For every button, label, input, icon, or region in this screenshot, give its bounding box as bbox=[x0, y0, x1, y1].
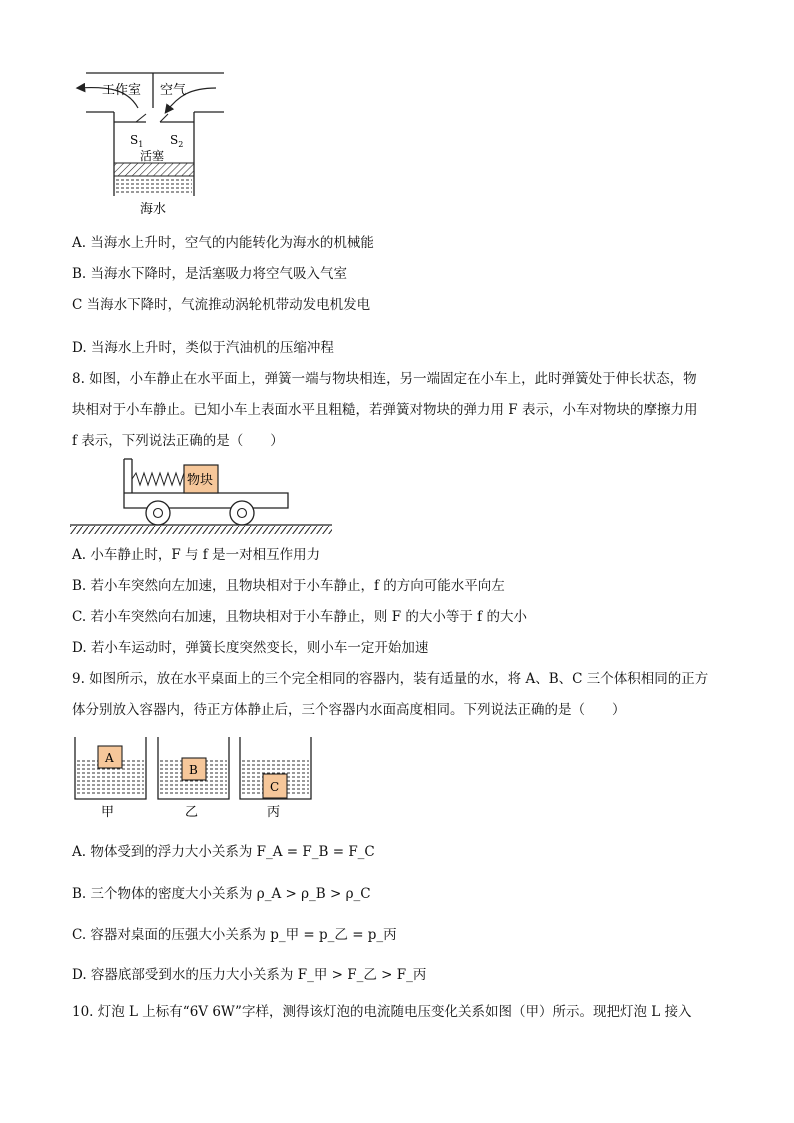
q8-stem-line2: 块相对于小车静止。已知小车上表面水平且粗糙，若弹簧对物块的弹力用 F 表示，小车对物块的摩擦力用 bbox=[72, 402, 698, 418]
air-chamber-diagram bbox=[70, 68, 230, 218]
sea-water-label: 海水 bbox=[140, 202, 167, 217]
container-bing bbox=[240, 737, 311, 820]
cube-c-label: C bbox=[270, 780, 280, 794]
q9-option-d: D. 容器底部受到水的压力大小关系为 F_甲 > F_乙 > F_丙 bbox=[72, 967, 427, 983]
cube-b-label: B bbox=[189, 763, 198, 777]
cube-a-label: A bbox=[105, 751, 114, 765]
q7-option-b: B. 当海水下降时，是活塞吸力将空气吸入气室 bbox=[72, 266, 348, 282]
q7-option-d: D. 当海水上升时，类似于汽油机的压缩冲程 bbox=[72, 340, 334, 356]
q9-option-b: B. 三个物体的密度大小关系为 ρ_A > ρ_B > ρ_C bbox=[72, 886, 371, 902]
container-jia bbox=[75, 737, 146, 820]
q8-option-c: C. 若小车突然向右加速，且物块相对于小车静止，则 F 的大小等于 f 的大小 bbox=[72, 609, 527, 625]
q8-option-b: B. 若小车突然向左加速，且物块相对于小车静止，f 的方向可能水平向左 bbox=[72, 578, 505, 594]
q8-option-a: A. 小车静止时，F 与 f 是一对相互作用力 bbox=[72, 547, 321, 563]
q9-option-a: A. 物体受到的浮力大小关系为 F_A = F_B = F_C bbox=[72, 844, 375, 860]
three-containers-diagram bbox=[70, 734, 320, 824]
room-label: 工作室 bbox=[102, 83, 142, 98]
container-yi bbox=[158, 737, 229, 820]
air-label: 空气 bbox=[160, 83, 187, 98]
block-label: 物块 bbox=[187, 473, 214, 488]
q8-option-d: D. 若小车运动时，弹簧长度突然变长，则小车一定开始加速 bbox=[72, 640, 429, 656]
q9-stem-line2: 体分别放入容器内，待正方体静止后，三个容器内水面高度相同。下列说法正确的是（ ） bbox=[72, 702, 626, 718]
cart-spring-diagram bbox=[70, 455, 340, 537]
container-yi-label: 乙 bbox=[185, 805, 199, 820]
q7-option-a: A. 当海水上升时，空气的内能转化为海水的机械能 bbox=[72, 235, 374, 251]
piston-label: 活塞 bbox=[140, 149, 165, 163]
q8-stem-line1: 8. 如图，小车静止在水平面上，弹簧一端与物块相连，另一端固定在小车上，此时弹簧处于伸长状态，物 bbox=[72, 371, 697, 387]
valve-s2-label: $S_2$ bbox=[170, 133, 184, 149]
q8-stem-line3: f 表示，下列说法正确的是（ ） bbox=[72, 433, 284, 449]
q9-stem-line1: 9. 如图所示，放在水平桌面上的三个完全相同的容器内，装有适量的水，将 A、B、C 三个体积相同的正方 bbox=[72, 671, 709, 687]
container-jia-label: 甲 bbox=[101, 805, 115, 820]
valve-s1-label: $S_1$ bbox=[130, 133, 144, 149]
q9-option-c: C. 容器对桌面的压强大小关系为 p_甲 = p_乙 = p_丙 bbox=[72, 927, 397, 943]
container-bing-label: 丙 bbox=[267, 805, 281, 820]
q7-option-c: C 当海水下降时，气流推动涡轮机带动发电机发电 bbox=[72, 297, 371, 313]
q10-stem-line1: 10. 灯泡 L 上标有“6V 6W”字样，测得该灯泡的电流随电压变化关系如图（甲）所示。现把灯泡 L 接入 bbox=[72, 1004, 692, 1020]
